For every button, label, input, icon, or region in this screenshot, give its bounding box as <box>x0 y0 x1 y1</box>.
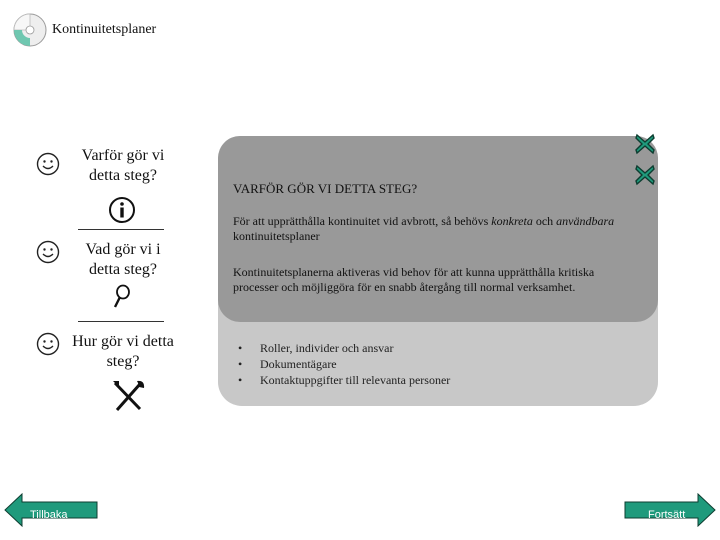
emphasis-text: konkreta <box>491 214 533 228</box>
info-icon[interactable] <box>108 196 136 224</box>
back-button[interactable] <box>4 493 98 527</box>
list-item: • Dokumentägare <box>238 356 450 372</box>
step-how-label[interactable]: Hur gör vi detta steg? <box>72 333 174 370</box>
divider <box>78 321 164 322</box>
why-panel-text-1 <box>233 214 633 244</box>
close-icon[interactable] <box>634 164 656 186</box>
list-item: • Roller, individer och ansvar <box>238 340 450 356</box>
next-button-label: Fortsätt <box>648 509 686 521</box>
text-span: och <box>532 214 557 228</box>
magnifier-icon[interactable] <box>110 284 132 310</box>
step-why-label[interactable]: Varför gör vi detta steg? <box>81 147 165 184</box>
what-panel-list <box>238 340 450 388</box>
smiley-icon <box>36 240 60 264</box>
smiley-icon <box>36 332 60 356</box>
next-button[interactable] <box>624 493 716 527</box>
tools-icon[interactable] <box>110 378 148 414</box>
text-span: kontinuitetsplaner <box>233 229 320 243</box>
close-icon[interactable] <box>634 133 656 155</box>
text-span: För att upprätthålla kontinuitet vid avbrott, så behövs <box>233 214 492 228</box>
smiley-icon <box>36 152 60 176</box>
step-what-label[interactable]: Vad gör vi i detta steg? <box>85 241 161 278</box>
back-button-label: Tillbaka <box>30 509 68 521</box>
emphasis-text: användbara <box>556 214 615 228</box>
list-item: • Kontaktuppgifter till relevanta personer <box>238 372 450 388</box>
app-title: Kontinuitetsplaner <box>52 22 157 37</box>
logo-icon <box>11 12 49 48</box>
why-panel-title: VARFÖR GÖR VI DETTA STEG? <box>233 181 418 196</box>
why-panel-text-2: Kontinuitetsplanerna aktiveras vid behov för att kunna upprätthålla kritiska processer och möjliggöra för en snabb återgång till normal verksamhet. <box>233 265 595 294</box>
divider <box>78 229 164 230</box>
